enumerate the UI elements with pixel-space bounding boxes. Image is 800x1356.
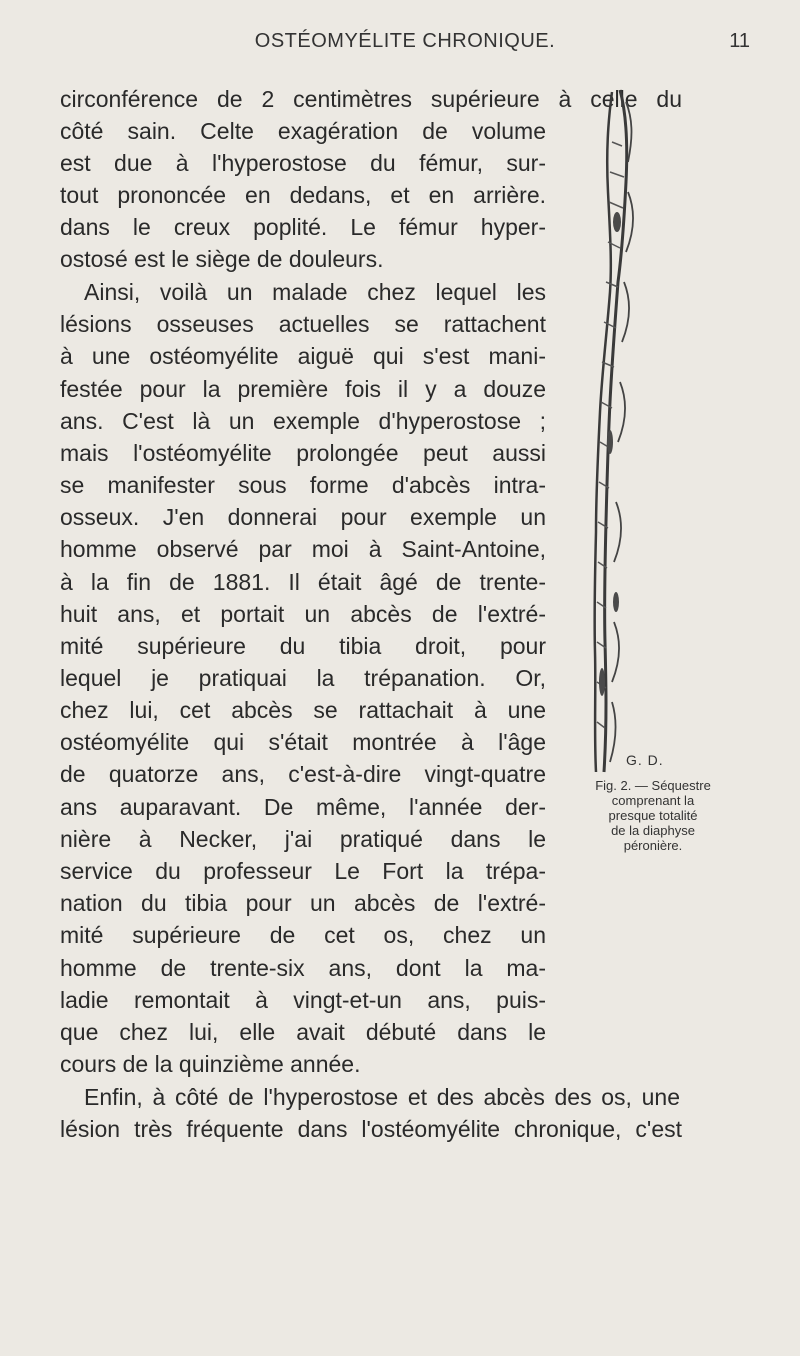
text-line: ladie remontait à vingt-et-un ans, puis-: [60, 987, 546, 1013]
text-line: ans. C'est là un exemple d'hyperostose ;: [60, 408, 546, 434]
text-line: mité supérieure du tibia droit, pour: [60, 633, 546, 659]
text-line: tout prononcée en dedans, et en arrière.: [60, 182, 546, 208]
text-line: de quatorze ans, c'est-à-dire vingt-quatre: [60, 761, 546, 787]
figure-signature: G. D.: [626, 752, 664, 768]
page-number: 11: [729, 30, 750, 52]
text-line: nière à Necker, j'ai pratiqué dans le: [60, 826, 546, 852]
text-line: mais l'ostéomyélite prolongée peut aussi: [60, 440, 546, 466]
text-line: côté sain. Celte exagération de volume: [60, 118, 546, 144]
text-line: mité supérieure de cet os, chez un: [60, 922, 546, 948]
fibula-sequestrum-drawing: [582, 82, 652, 782]
caption-line: Fig. 2. — Séquestre: [595, 778, 711, 793]
text-line: ans auparavant. De même, l'année der-: [60, 794, 546, 820]
text-line: se manifester sous forme d'abcès intra-: [60, 472, 546, 498]
text-line: ostéomyélite qui s'était montrée à l'âge: [60, 729, 546, 755]
text-line: à la fin de 1881. Il était âgé de trente-: [60, 569, 546, 595]
text-line: ostosé est le siège de douleurs.: [60, 246, 384, 272]
text-line: nation du tibia pour un abcès de l'extré-: [60, 890, 546, 916]
text-line: Ainsi, voilà un malade chez lequel les: [84, 279, 546, 305]
text-line: lésions osseuses actuelles se rattachent: [60, 311, 546, 337]
text-line: à une ostéomyélite aiguë qui s'est mani-: [60, 343, 546, 369]
caption-line: de la diaphyse: [611, 823, 695, 838]
text-line: dans le creux poplité. Le fémur hyper-: [60, 214, 546, 240]
text-line: cours de la quinzième année.: [60, 1051, 361, 1077]
figure-sequestrum-illustration: [582, 82, 652, 782]
caption-line: comprenant la: [611, 793, 695, 808]
text-line: lequel je pratiquai la trépanation. Or,: [60, 665, 546, 691]
text-line: homme de trente-six ans, dont la ma-: [60, 955, 546, 981]
text-line: est due à l'hyperostose du fémur, sur-: [60, 150, 546, 176]
text-line: huit ans, et portait un abcès de l'extré-: [60, 601, 546, 627]
header-title: OSTÉOMYÉLITE CHRONIQUE.: [254, 30, 556, 52]
text-line: festée pour la première fois il y a douze: [60, 376, 546, 402]
figure-caption: [574, 778, 732, 853]
text-line: osseux. J'en donnerai pour exemple un: [60, 504, 546, 530]
text-line: que chez lui, elle avait débuté dans le: [60, 1019, 546, 1045]
text-line: chez lui, cet abcès se rattachait à une: [60, 697, 546, 723]
text-line: homme observé par moi à Saint-Antoine,: [60, 536, 546, 562]
text-line: Enfin, à côté de l'hyperostose et des abcès des os, une: [84, 1084, 680, 1110]
caption-line: péronière.: [623, 838, 683, 853]
caption-line: presque totalité: [608, 808, 698, 823]
running-header: [60, 30, 750, 60]
text-line: service du professeur Le Fort la trépa-: [60, 858, 546, 884]
text-line: circonférence de 2 centimètres supérieure à celle du: [60, 86, 682, 112]
text-line: lésion très fréquente dans l'ostéomyélite chronique, c'est: [60, 1116, 682, 1142]
